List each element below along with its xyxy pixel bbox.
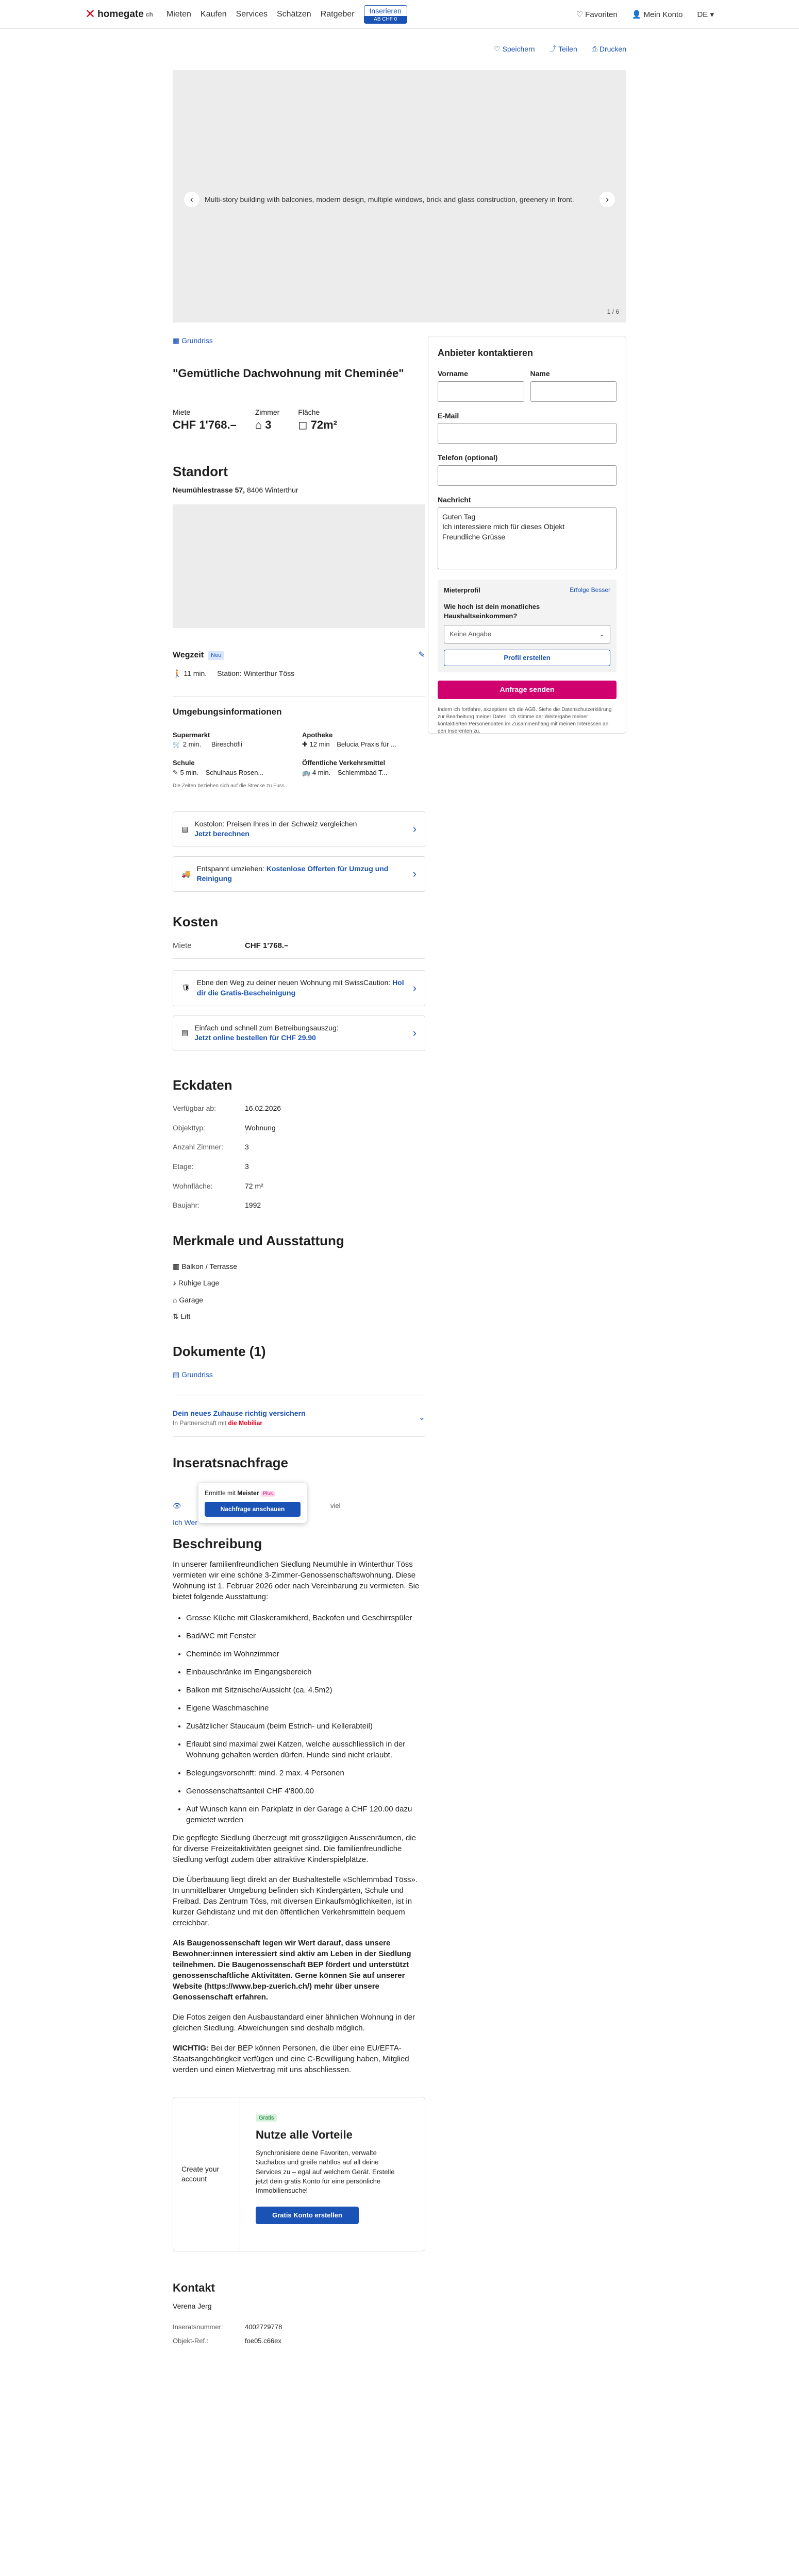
account-link[interactable]: [632, 9, 683, 20]
surrounding-item: [173, 731, 296, 749]
floorplan-label: Grundriss: [181, 336, 213, 345]
benefits-card: [173, 2097, 425, 2251]
share-icon: ⤴: [549, 45, 557, 53]
chevron-right-icon: ›: [412, 867, 417, 880]
surrounding-title: Schule: [173, 759, 195, 767]
walk-icon: 🚶: [173, 669, 182, 677]
feature-item: [173, 1308, 425, 1325]
tenant-profile-box: [438, 580, 617, 673]
fact-value: 1992: [245, 1201, 261, 1210]
area-icon: ◻: [298, 418, 308, 432]
edit-icon[interactable]: ✎: [418, 651, 425, 660]
create-account-button[interactable]: Gratis Konto erstellen: [256, 2207, 359, 2224]
important-text: Bei der BEP können Personen, die über eine EU/EFTA-Staatsangehörigkeit verfügen und eine C-Bewilligung haben, Mitglied werden und einen Mietvertrag mit uns abschliessen.: [173, 2044, 409, 2075]
surrounding-item: [302, 731, 425, 749]
surrounding-place: Bireschöfli: [211, 740, 242, 749]
rooms-label: Zimmer: [255, 408, 280, 416]
chevron-down-icon: ⌄: [418, 1413, 425, 1422]
surrounding-title: Supermarkt: [173, 731, 210, 739]
surrounding-time: 12 min: [309, 740, 330, 749]
map[interactable]: [173, 504, 425, 628]
costs-label: Miete: [173, 941, 192, 951]
income-question: Wie hoch ist dein monatliches Haushaltseinkommen?: [444, 602, 540, 620]
lift-icon: ⇅: [173, 1312, 179, 1320]
contact-form: [428, 336, 626, 734]
description-bullet: • Einbauschränke im Eingangsbereich: [186, 1667, 425, 1677]
next-image-button[interactable]: ›: [600, 192, 615, 207]
mobiliar-logo: die Mobiliar: [228, 1419, 263, 1427]
insert-badge: AB CHF 0: [364, 16, 407, 23]
benefits-left-text: Create your account: [173, 2097, 240, 2251]
rooms-value: 3: [265, 418, 272, 432]
surroundings-grid: [173, 731, 425, 777]
route-time: 11 min.: [184, 669, 207, 677]
fact-value: 16.02.2026: [245, 1104, 281, 1113]
fact-key: Baujahr:: [173, 1201, 200, 1210]
promo-text: Entspannt umziehen:: [196, 864, 264, 873]
image-caption: Multi-story building with balconies, modern design, multiple windows, brick and glass construction, greenery in front.: [205, 195, 574, 204]
income-select[interactable]: [444, 625, 610, 643]
description-heading: Beschreibung: [173, 1535, 262, 1551]
surrounding-title: Apotheke: [302, 731, 333, 739]
floorplan-link[interactable]: [173, 336, 213, 346]
inquiry-link[interactable]: Ich Wer: [173, 1518, 197, 1527]
documents-heading: Dokumente (1): [173, 1343, 266, 1359]
feature-label: Ruhige Lage: [178, 1279, 220, 1287]
profile-label: Mieterprofil: [444, 586, 480, 594]
email-input[interactable]: [438, 423, 617, 444]
email-label: E-Mail: [438, 411, 459, 420]
promo-link: Jetzt online bestellen für CHF 29.90: [194, 1033, 316, 1042]
promo-link: Kostenlose Offerten für Umzug und Reinigung: [196, 864, 389, 883]
main-column: [173, 357, 425, 2346]
fact-value: 3: [245, 1162, 249, 1171]
costs-heading: Kosten: [173, 914, 219, 930]
feature-label: Balkon / Terrasse: [181, 1262, 238, 1271]
nav-mieten[interactable]: Mieten: [166, 9, 191, 19]
surrounding-time: 2 min.: [182, 740, 202, 749]
fact-key: Etage:: [173, 1162, 194, 1171]
last-name-label: Name: [530, 369, 550, 378]
first-name-label: Vorname: [438, 369, 468, 378]
inquiry-heading: Inseratsnachfrage: [173, 1455, 288, 1471]
description-bullet: • Auf Wunsch kann ein Parkplatz in der Garage à CHF 120.00 dazu gemietet werden: [186, 1804, 425, 1825]
contact-key: Objekt-Ref.:: [173, 2336, 209, 2345]
site-header: [0, 0, 799, 29]
fact-key: Objekttyp:: [173, 1123, 206, 1132]
chevron-down-icon: ⌄: [599, 630, 605, 638]
account-label: Mein Konto: [643, 10, 683, 19]
description-bullet: • Belegungsvorschrift: mind. 2 max. 4 Personen: [186, 1768, 425, 1778]
description-paragraph: Die gepflegte Siedlung überzeugt mit grosszügigen Aussenräumen, die für diverse Freizeitaktivitäten geeignet sind. Die familienfreundliche Siedlung verfügt zudem über attraktive Kinderspielplätze.: [173, 1834, 416, 1865]
benefits-content: [240, 2097, 415, 2251]
favorites-link[interactable]: [576, 9, 618, 20]
calculator-icon: ▤: [181, 824, 189, 833]
contact-form-heading: Anbieter kontaktieren: [438, 348, 534, 358]
logo-sup: ch: [145, 10, 153, 18]
insert-label: Inserieren: [369, 6, 402, 15]
garage-icon: ⌂: [173, 1295, 177, 1304]
fact-value: Wohnung: [245, 1123, 276, 1132]
save-button[interactable]: [494, 44, 535, 55]
fact-key: Wohnfläche:: [173, 1181, 213, 1190]
document-icon: ▤: [173, 1370, 180, 1379]
facts-table: [173, 1104, 425, 1211]
description-paragraph: Als Baugenossenschaft legen wir Wert darauf, dass unsere Bewohner:innen interessiert sind aktiv am Leben in der Siedlung teilnehmen. Die Baugenossenschaft BEP fördert und unterstützt genossenschaftliche Aktivitäten. Gerne können Sie auf unserer Website (https://www.bep-zuerich.ch/) mehr über unsere Genossenschaft erfahren.: [173, 1939, 411, 2002]
promo-link: Hol dir die Gratis-Bescheinigung: [196, 978, 404, 997]
share-label: Teilen: [558, 45, 577, 53]
description-bullet: • Eigene Waschmaschine: [186, 1703, 425, 1714]
description-intro: In unserer familienfreundlichen Siedlung Neumühle in Winterthur Töss vermieten wir eine schöne 3-Zimmer-Genossenschaftswohnung. Diese Wohnung ist 1. Februar 2026 oder nach Vereinbarung zu vermieten. Sie bietet folgende Ausstattung:: [173, 1560, 420, 1602]
contact-value: foe05.c66ex: [245, 2336, 281, 2345]
description-bullet: • Grosse Küche mit Glaskeramikherd, Backofen und Geschirrspüler: [186, 1613, 425, 1623]
shield-icon: 🛡: [181, 984, 191, 992]
costs-value: CHF 1'768.–: [245, 941, 289, 951]
nav-schaetzen[interactable]: Schätzen: [276, 9, 311, 19]
chevron-right-icon: ›: [412, 981, 417, 994]
phone-label: Telefon (optional): [438, 453, 498, 462]
balcony-icon: ▥: [173, 1262, 180, 1271]
print-icon: ⎙: [591, 45, 597, 53]
important-label: WICHTIG:: [173, 2044, 209, 2053]
promo-debt-extract[interactable]: [173, 1015, 425, 1051]
surroundings-note: Die Zeiten beziehen sich auf die Strecke zu Fuss: [173, 783, 285, 789]
send-inquiry-button[interactable]: Anfrage senden: [438, 681, 617, 699]
quiet-icon: ♪: [173, 1279, 176, 1287]
save-label: Speichern: [502, 45, 535, 53]
nav-ratgeber[interactable]: Ratgeber: [320, 9, 355, 19]
logo-mark-icon: ✕: [85, 7, 96, 22]
description-list: [173, 1613, 425, 1825]
income-select-value: Keine Angabe: [450, 630, 491, 638]
description-bullet: • Cheminée im Wohnzimmer: [186, 1649, 425, 1659]
insurance-title: Dein neues Zuhause richtig versichern: [173, 1409, 306, 1417]
description-bullet: • Zusätzlicher Staucaum (beim Estrich- und Kellerabteil): [186, 1721, 425, 1732]
inquiry-tooltip: [198, 1483, 307, 1523]
message-textarea[interactable]: Guten Tag Ich interessiere mich für dieses Objekt Freundliche Grüsse: [438, 507, 617, 569]
legal-text: Indem ich fortfahre, akzeptiere ich die AGB. Siehe die Datenschutzerklärung zur Bearbeitung meiner Daten. Ich stimme der Weitergabe meiner kontaktierten Personendaten im Zusammenhang mit meinen Interessen an den Inserenten zu.: [438, 706, 612, 734]
promo-text: Kostolon: Preisen Ihres in der Schweiz vergleichen: [194, 819, 357, 828]
document-icon: ▤: [181, 1028, 189, 1037]
pharmacy-icon: ✚: [302, 740, 308, 749]
costs-table: [173, 940, 425, 959]
description-bullet: • Bad/WC mit Fenster: [186, 1631, 425, 1641]
fact-key: Anzahl Zimmer:: [173, 1143, 224, 1151]
route-label: Wegzeit: [173, 651, 204, 660]
promo-swisscaution[interactable]: [173, 970, 425, 1006]
contact-name: Verena Jerg: [173, 2301, 212, 2310]
features-heading: Merkmale und Ausstattung: [173, 1232, 344, 1248]
action-bar: [494, 44, 626, 55]
route-badge: Neu: [208, 651, 224, 660]
insurance-subtitle: In Partnerschaft mit: [173, 1419, 227, 1427]
cart-icon: 🛒: [173, 740, 181, 749]
print-button[interactable]: [592, 44, 626, 55]
document-label: Grundriss: [181, 1370, 213, 1379]
surrounding-time: 4 min.: [312, 768, 331, 776]
features-list: [173, 1258, 425, 1325]
heart-icon: ♡: [576, 10, 583, 19]
rent-label: Miete: [173, 408, 191, 416]
image-counter: 1 / 6: [607, 308, 619, 316]
plus-badge: Plus: [261, 1491, 275, 1497]
tooltip-text: Ermittle mit: [205, 1489, 236, 1497]
description-paragraph: [173, 2043, 425, 2075]
surrounding-time: 5 min.: [180, 768, 198, 776]
chevron-right-icon: ›: [412, 822, 417, 835]
surrounding-place: Schulhaus Rosen...: [205, 768, 264, 776]
contact-heading: Kontakt: [173, 2281, 215, 2295]
promo-text: Ebne den Weg zu deiner neuen Wohnung mit SwissCaution:: [196, 978, 391, 987]
bus-icon: 🚌: [302, 768, 311, 776]
share-button[interactable]: [550, 44, 577, 55]
insert-button[interactable]: [364, 5, 407, 24]
promo-moving[interactable]: [173, 856, 425, 892]
fact-key: Verfügbar ab:: [173, 1104, 217, 1113]
surrounding-place: Belucia Praxis für ...: [337, 740, 396, 749]
benefits-heading: Nutze alle Vorteile: [256, 2128, 353, 2142]
surrounding-item: [302, 758, 425, 777]
feature-label: Garage: [179, 1295, 204, 1304]
description-bullet: • Erlaubt sind maximal zwei Katzen, welche ausschliesslich in der Wohnung gehalten werden dürfen. Hunde sind nicht erlaubt.: [186, 1739, 425, 1760]
rent-value: CHF 1'768.–: [173, 418, 237, 432]
create-profile-button[interactable]: Profil erstellen: [444, 650, 610, 666]
benefits-text: Synchronisiere deine Favoriten, verwalte Suchabos und greife nahtlos auf all deine Services zu – egal auf welchem Gerät. Erstelle jetzt dein gratis Konto für eine persönliche Immobiliensuche!: [256, 2149, 395, 2195]
description-bullet: • Balkon mit Sitznische/Aussicht (ca. 4.5m2): [186, 1685, 425, 1696]
eye-icon: 👁: [173, 1501, 181, 1510]
logo[interactable]: [85, 6, 153, 23]
image-gallery[interactable]: [173, 70, 626, 323]
insurance-accordion[interactable]: [173, 1409, 425, 1437]
surrounding-item: [173, 758, 296, 777]
location-heading: Standort: [173, 464, 228, 480]
phone-input[interactable]: [438, 465, 617, 486]
inquiry-text: viel: [330, 1501, 341, 1510]
main-nav: [167, 9, 364, 20]
first-name-input[interactable]: [438, 381, 524, 402]
user-icon: 👤: [631, 10, 642, 19]
view-demand-button[interactable]: Nachfrage anschauen: [205, 1502, 301, 1517]
contact-table: [173, 2323, 425, 2345]
inquiry-section: [173, 1472, 425, 1533]
document-link[interactable]: [173, 1370, 425, 1396]
print-label: Drucken: [599, 45, 626, 53]
route-station: Station: Winterthur Töss: [217, 669, 295, 677]
tooltip-brand: Meister: [237, 1489, 259, 1497]
truck-icon: 🚚: [181, 869, 191, 878]
school-icon: ✎: [173, 768, 178, 776]
feature-item: [173, 1258, 425, 1275]
logo-text: homegate: [97, 8, 144, 20]
message-label: Nachricht: [438, 495, 471, 504]
fact-value: 3: [245, 1143, 249, 1151]
fact-value: 72 m²: [245, 1181, 263, 1190]
bed-icon: ⌂: [255, 418, 262, 432]
language-label: DE: [697, 10, 708, 19]
facts-heading: Eckdaten: [173, 1077, 232, 1093]
route-row: [173, 650, 425, 661]
surrounding-place: Schlemmbad T...: [337, 768, 388, 776]
heart-icon: ♡: [494, 45, 501, 53]
favorites-label: Favoriten: [585, 10, 618, 19]
feature-item: [173, 1292, 425, 1308]
profile-badge: Erfolge Besser: [570, 586, 610, 594]
promo-link: Jetzt berechnen: [194, 829, 249, 838]
promo-tax-compare[interactable]: [173, 811, 425, 847]
area-value: 72m²: [310, 418, 338, 432]
key-facts: [173, 408, 425, 433]
language-select[interactable]: DE ▾: [697, 10, 714, 19]
feature-item: [173, 1275, 425, 1291]
last-name-input[interactable]: [530, 381, 617, 402]
description-paragraph: Die Fotos zeigen den Ausbaustandard einer ähnlichen Wohnung in der gleichen Siedlung. Abweichungen sind deshalb möglich.: [173, 2013, 415, 2033]
nav-services[interactable]: Services: [236, 9, 268, 19]
area-label: Fläche: [298, 408, 320, 416]
nav-kaufen[interactable]: Kaufen: [200, 9, 227, 19]
floorplan-icon: ▦: [173, 336, 180, 345]
feature-label: Lift: [180, 1312, 191, 1320]
surroundings-heading: Umgebungsinformationen: [173, 707, 282, 717]
address: [173, 485, 425, 496]
surrounding-title: Öffentliche Verkehrsmittel: [302, 759, 386, 767]
free-badge: Gratis: [256, 2114, 277, 2122]
description-paragraph: Die Überbauung liegt direkt an der Bushaltestelle «Schlemmbad Töss». In unmittelbarer Umgebung befinden sich Kindergärten, Schule und Freibad. Das Zentrum Töss, mit diversen Einkaufsmöglichkeiten, ist in kurzer Gehdistanz und mit den öffentlichen Verkehrsmitteln bequem erreichbar.: [173, 1875, 418, 1928]
prev-image-button[interactable]: ‹: [184, 192, 199, 207]
contact-value: 4002729778: [245, 2323, 282, 2331]
description-bullet: • Genossenschaftsanteil CHF 4'800.00: [186, 1786, 425, 1797]
contact-key: Inseratsnummer:: [173, 2323, 223, 2331]
listing-title: "Gemütliche Dachwohnung mit Cheminée": [173, 367, 404, 380]
route-info: [173, 669, 425, 697]
address-street: Neumühlestrasse 57,: [173, 485, 245, 494]
address-city: 8406 Winterthur: [246, 485, 298, 494]
chevron-right-icon: ›: [412, 1026, 417, 1039]
promo-text: Einfach und schnell zum Betreibungsauszug:: [194, 1023, 339, 1032]
